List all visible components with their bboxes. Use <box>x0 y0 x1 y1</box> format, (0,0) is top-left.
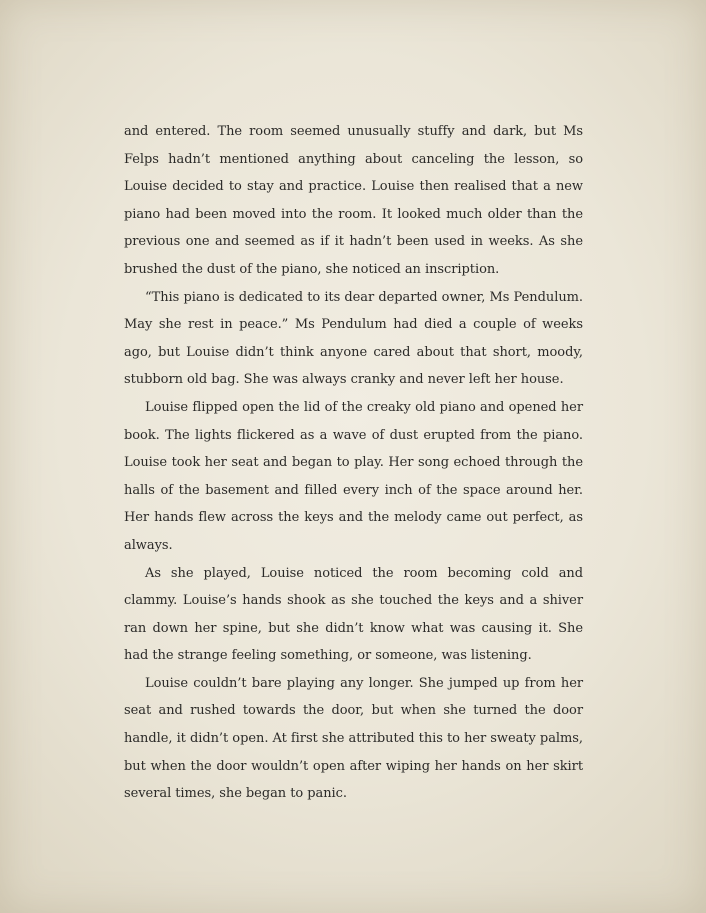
paragraph-3: Louise flipped open the lid of the creaky old piano and opened her book. The lights flickered as a wave of dust erupted from the piano. Louise took her seat and began to play. Her song echoed through the halls of the basement and filled every inch of the space around her. Her hands flew across the keys and the melody came out perfect, as always. <box>124 399 583 553</box>
paragraph-1: and entered. The room seemed unusually stuffy and dark, but Ms Felps hadn’t mentioned anything about canceling the lesson, so Louise decided to stay and practice. Louise then realised that a new piano had been moved into the room. It looked much older than the previous one and seemed as if it hadn’t been used in weeks. As she brushed the dust of the piano, she noticed an inscription. <box>124 124 583 277</box>
paragraph-2: “This piano is dedicated to its dear departed owner, Ms Pendulum. May she rest in peace.” Ms Pendulum had died a couple of weeks ago, but Louise didn’t think anyone cared about that short, moody, stubborn old bag. She was always cranky and never left her house. <box>124 289 583 388</box>
paragraph-4: As she played, Louise noticed the room becoming cold and clammy. Louise’s hands shook as she touched the keys and a shiver ran down her spine, but she didn’t know what was causing it. She had the strange feeling something, or someone, was listening. <box>124 565 583 664</box>
paragraph-5: Louise couldn’t bare playing any longer. She jumped up from her seat and rushed towards the door, but when she turned the door handle, it didn’t open. At first she attributed this to her sweaty palms, but when the door wouldn’t open after wiping her hands on her skirt several times, she began to panic. <box>124 675 583 802</box>
story-text <box>124 118 583 808</box>
